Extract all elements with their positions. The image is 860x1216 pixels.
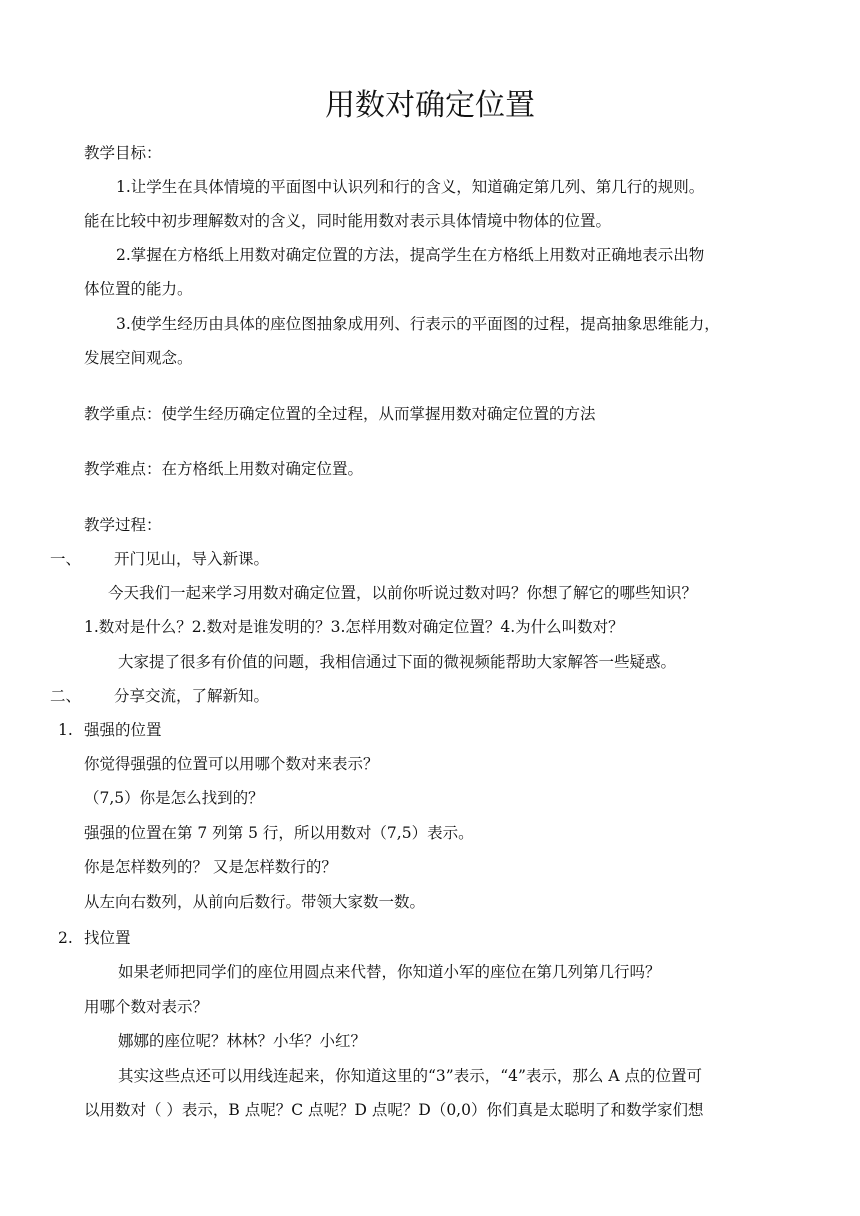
- section-1-title: 开门见山，导入新课。: [114, 550, 270, 568]
- difficulty: 教学难点：在方格纸上用数对确定位置。: [84, 460, 364, 478]
- objective-2-line-1: 2.掌握在方格纸上用数对确定位置的方法，提高学生在方格纸上用数对正确地表示出物: [116, 246, 705, 264]
- item-2-line-1: 如果老师把同学们的座位用圆点来代替，你知道小军的座位在第几列第几行吗？: [118, 963, 661, 981]
- item-1-number: 1.: [58, 721, 73, 739]
- objective-3-line-2: 发展空间观念。: [84, 349, 193, 367]
- objective-1-line-2: 能在比较中初步理解数对的含义，同时能用数对表示具体情境中物体的位置。: [84, 212, 612, 230]
- key-point: 教学重点：使学生经历确定位置的全过程，从而掌握用数对确定位置的方法: [84, 405, 596, 423]
- section-1-para-3: 大家提了很多有价值的问题，我相信通过下面的微视频能帮助大家解答一些疑惑。: [118, 653, 677, 671]
- item-1-line-5: 从左向右数列，从前向后数行。带领大家数一数。: [84, 893, 426, 911]
- item-1-line-4: 你是怎样数列的？ 又是怎样数行的？: [84, 858, 337, 876]
- item-2-number: 2.: [58, 929, 73, 947]
- objectives-label: 教学目标：: [84, 144, 162, 162]
- item-2-line-3: 娜娜的座位呢？林林？小华？小红？: [118, 1032, 367, 1050]
- document-title: 用数对确定位置: [325, 88, 535, 123]
- objective-3-line-1: 3.使学生经历由具体的座位图抽象成用列、行表示的平面图的过程，提高抽象思维能力，: [116, 315, 720, 333]
- item-1-line-2: （7,5）你是怎么找到的？: [84, 789, 264, 807]
- section-2-title: 分享交流，了解新知。: [114, 687, 270, 705]
- item-1-title: 强强的位置: [84, 721, 162, 739]
- item-2-line-4: 其实这些点还可以用线连起来，你知道这里的“3”表示，“4”表示，那么 A 点的位置可: [118, 1067, 702, 1085]
- item-2-line-2: 用哪个数对表示？: [84, 998, 209, 1016]
- section-1-para-1: 今天我们一起来学习用数对确定位置，以前你听说过数对吗？你想了解它的哪些知识？: [108, 584, 698, 602]
- item-2-title: 找位置: [84, 929, 131, 947]
- section-1-para-2: 1.数对是什么？2.数对是谁发明的？3.怎样用数对确定位置？4.为什么叫数对？: [84, 618, 624, 636]
- section-2-number: 二、: [50, 687, 82, 705]
- objective-2-line-2: 体位置的能力。: [84, 280, 193, 298]
- section-1-number: 一、: [50, 550, 82, 568]
- objective-1-line-1: 1.让学生在具体情境的平面图中认识列和行的含义，知道确定第几列、第几行的规则。: [116, 178, 705, 196]
- item-2-line-5: 以用数对（ ）表示，B 点呢？C 点呢？D 点呢？D（0,0）你们真是太聪明了和数学家们想: [84, 1101, 704, 1119]
- process-label: 教学过程：: [84, 516, 162, 534]
- item-1-line-3: 强强的位置在第 7 列第 5 行，所以用数对（7,5）表示。: [84, 824, 474, 842]
- item-1-line-1: 你觉得强强的位置可以用哪个数对来表示？: [84, 755, 379, 773]
